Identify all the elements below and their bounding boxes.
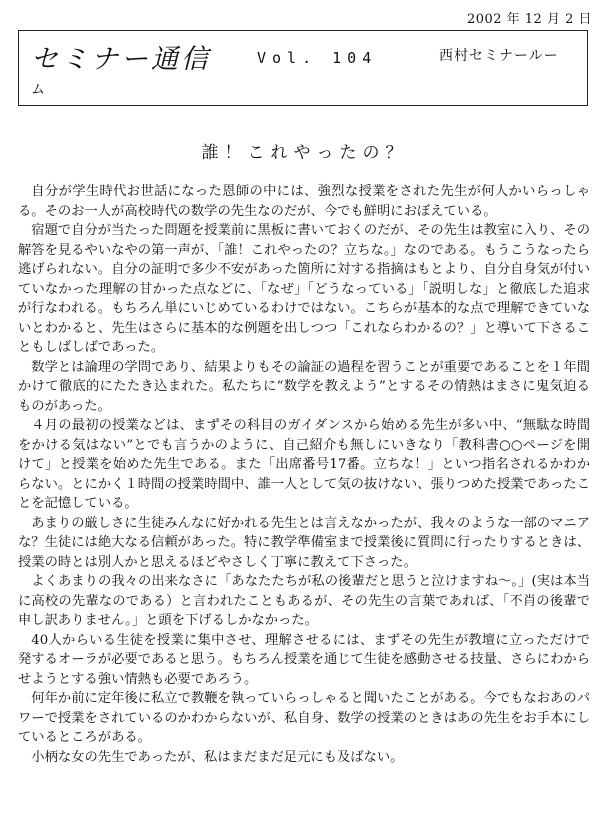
volume-number: Vol. 104 [257, 49, 378, 67]
paragraph: あまりの厳しさに生徒みんなに好かれる先生とは言えなかったが、我々のような一部のマニアな？生徒には絶大なる信頼があった。特に教学準備室まで授業後に質問に行ったりするときは、授業の時とは別人かと思えるほどやさしく丁寧に教えて下さった。 [18, 515, 590, 570]
newsletter-header [18, 30, 588, 106]
paragraph: 宿題で自分が当たった問題を授業前に黒板に書いておくのだが、その先生は教室に入り、その解答を見るやいなやの第一声が、「誰！これやったの？立ちな。」なのである。もうこうなったら逃げられない。自分の証明で多少不安があった箇所に対する指摘はもとより、自分自身気が付いていなかった理解の甘かった点などに、「なぜ」「どうなっている」「説明しな」と徹底した追求が行なわれる。もちろん単にいじめているわけではない。こちらが基本的な点で理解できていないとわかると、先生はさらに基本的な例題を出しつつ「これならわかるの？」と導いて下さることもしばしばであった。 [18, 223, 590, 355]
organization-name: 西村セミナールー [439, 48, 559, 64]
organization-name-continued: ム [31, 82, 45, 98]
paragraph: ４月の最初の授業などは、まずその科目のガイダンスから始める先生が多い中、“無駄な時間をかける気はない”とでも言うかのように、自己紹介も無しにいきなり「教科書○○ページを開けて」と授業を始めた先生である。また「出席番号17番。立ちな！」といつ指名されるかわからない。とにかく１時間の授業時間中、誰一人として気の抜けない、張りつめた授業であったことを記憶している。 [18, 418, 590, 511]
paragraph: 何年か前に定年後に私立で教鞭を執っていらっしゃると聞いたことがある。今でもなおあのパワーで授業をされているのかわからないが、私自身、数学の授業のときはあの先生をお手本にしているところがある。 [18, 691, 590, 745]
paragraph: 数学とは論理の学問であり、結果よりもその論証の過程を習うことが重要であることを１年間かけて徹底的にたたき込まれた。私たちに“数学を教えよう”とするその情熱はまさに鬼気迫るものがあった。 [18, 359, 590, 414]
article-title: 誰！これやったの？ [201, 143, 409, 163]
paragraph: 自分が学生時代お世話になった恩師の中には、強烈な授業をされた先生が何人かいらっしゃる。そのお一人が高校時代の数学の先生なのだが、今でも鮮明におぼえている。 [18, 184, 590, 219]
paragraph: よくあまりの我々の出来なさに「あなたたちが私の後輩だと思うと泣けますね～。」(実は本当に高校の先輩なのである）と言われたこともあるが、その先生の言葉であれば、「不肖の後輩で申し訳ありません。」と頭を下げるしかなかった。 [18, 574, 590, 628]
issue-date: 2002 年 12 月 2 日 [466, 12, 592, 27]
newsletter-title: セミナー通信 [31, 44, 211, 75]
paragraph: 小柄な女の先生であったが、私はまだまだ足元にも及ばない。 [31, 749, 404, 765]
paragraph: 40人からいる生徒を授業に集中させ、理解させるには、まずその先生が教壇に立っただけで発するオーラが必要であると思う。もちろん授業を通じて生徒を感動させる技量、さらにわからせようとする強い情熱も必要であろう。 [18, 632, 590, 687]
article-body [18, 182, 590, 767]
